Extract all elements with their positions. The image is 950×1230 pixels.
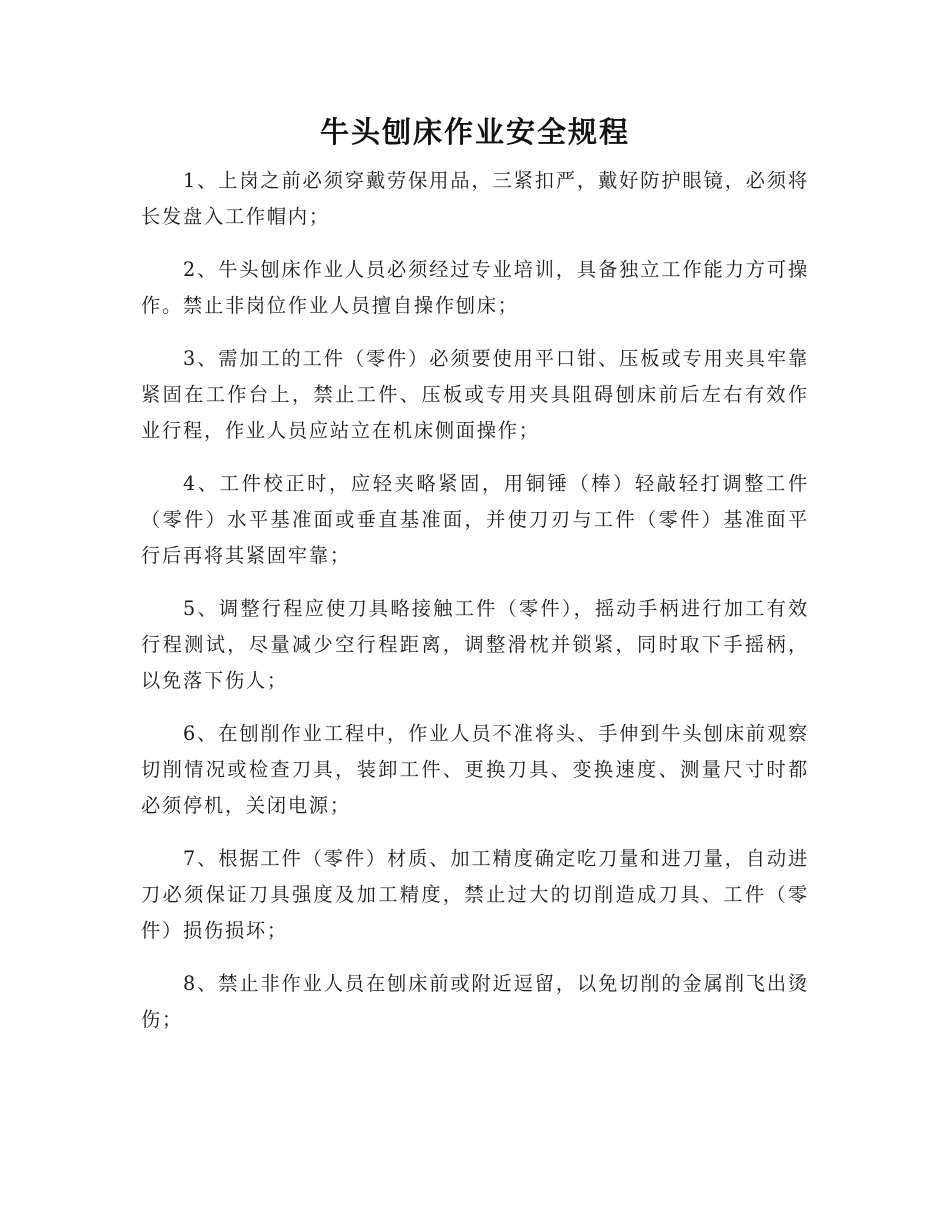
paragraph-4: 4、工件校正时，应轻夹略紧固，用铜锤（棒）轻敲轻打调整工件（零件）水平基准面或垂直基准面，并使刀刃与工件（零件）基准面平行后再将其紧固牢靠； — [141, 472, 809, 567]
paragraph-5: 5、调整行程应使刀具略接触工件（零件），摇动手柄进行加工有效行程测试，尽量减少空行程距离，调整滑枕并锁紧，同时取下手摇柄，以免落下伤人； — [141, 597, 809, 692]
document-title: 牛头刨床作业安全规程 — [319, 115, 630, 149]
paragraph-2: 2、牛头刨床作业人员必须经过专业培训，具备独立工作能力方可操作。禁止非岗位作业人员擅自操作刨床； — [141, 258, 809, 317]
paragraph-3: 3、需加工的工件（零件）必须要使用平口钳、压板或专用夹具牢靠紧固在工作台上，禁止工件、压板或专用夹具阻碍刨床前后左右有效作业行程，作业人员应站立在机床侧面操作； — [141, 347, 809, 442]
paragraph-6: 6、在刨削作业工程中，作业人员不准将头、手伸到牛头刨床前观察切削情况或检查刀具，装卸工件、更换刀具、变换速度、测量尺寸时都必须停机，关闭电源； — [141, 722, 809, 817]
paragraph-7: 7、根据工件（零件）材质、加工精度确定吃刀量和进刀量，自动进刀必须保证刀具强度及加工精度，禁止过大的切削造成刀具、工件（零件）损伤损坏； — [141, 847, 809, 942]
paragraph-8: 8、禁止非作业人员在刨床前或附近逗留，以免切削的金属削飞出烫伤； — [141, 972, 809, 1031]
paragraph-1: 1、上岗之前必须穿戴劳保用品，三紧扣严，戴好防护眼镜，必须将长发盘入工作帽内； — [141, 169, 809, 228]
document-body — [141, 163, 809, 1055]
